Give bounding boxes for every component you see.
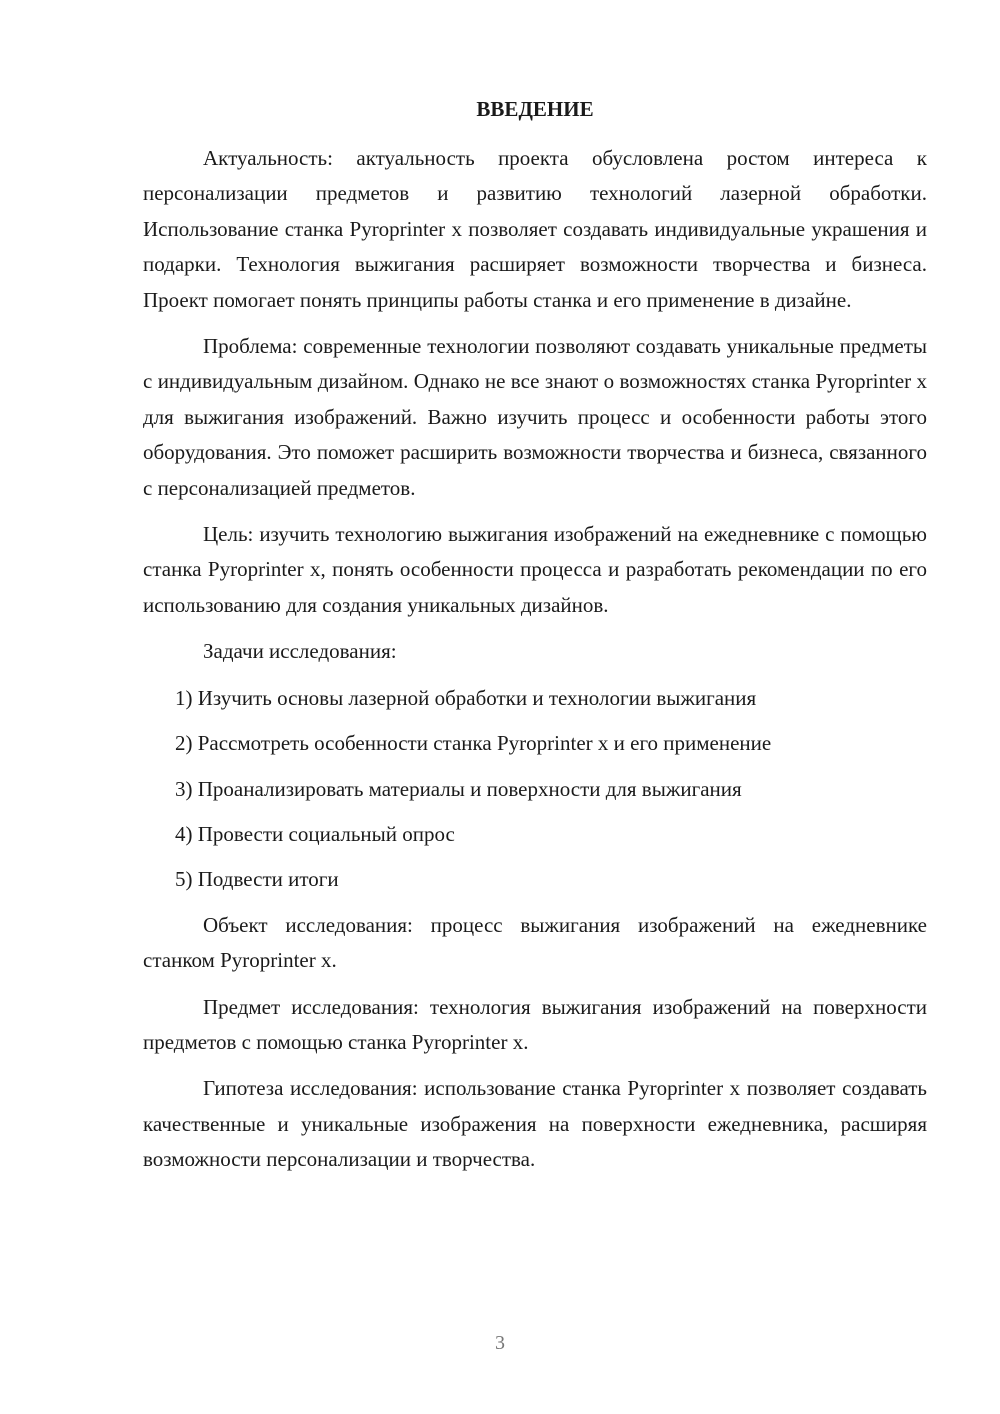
goal-paragraph: Цель: изучить технологию выжигания изображений на ежедневнике с помощью станка Pyroprinter x, понять особенности процесса и разработать рекомендации по его использованию для создания уникальных дизайнов.	[143, 522, 927, 617]
problem-paragraph: Проблема: современные технологии позволяют создавать уникальные предметы с индивидуальным дизайном. Однако не все знают о возможностях станка Pyroprinter x для выжигания изображений. Важно изучить процесс и особенности работы этого оборудования. Это поможет расширить возможности творчества и бизнеса, связанного с персонализацией предметов.	[143, 334, 927, 500]
hypothesis-paragraph: Гипотеза исследования: использование станка Pyroprinter x позволяет создавать качественные и уникальные изображения на поверхности ежедневника, расширяя возможности персонализации и творчества.	[143, 1076, 927, 1172]
list-item: 3) Проанализировать материалы и поверхности для выжигания	[175, 776, 742, 801]
document-page	[143, 92, 927, 1189]
relevance-paragraph: Актуальность: актуальность проекта обусловлена ростом интереса к персонализации предметов и развитию технологий лазерной обработки. Использование станка Pyroprinter x позволяет создавать индивидуальные украшения и подарки. Технология выжигания расширяет возможности творчества и бизнеса. Проект помогает понять принципы работы станка и его применение в дизайне.	[143, 146, 927, 312]
object-paragraph: Объект исследования: процесс выжигания изображений на ежедневнике станком Pyroprinter x.	[143, 912, 927, 973]
subject-paragraph: Предмет исследования: технология выжигания изображений на поверхности предметов с помощью станка Pyroprinter x.	[143, 994, 927, 1054]
page-number: 3	[495, 1332, 505, 1354]
tasks-title: Задачи исследования:	[203, 639, 397, 664]
list-item: 5) Подвести итоги	[175, 867, 339, 892]
section-heading: ВВЕДЕНИЕ	[476, 97, 594, 121]
list-item: 4) Провести социальный опрос	[175, 821, 455, 846]
list-item: 1) Изучить основы лазерной обработки и технологии выжигания	[175, 685, 757, 710]
list-item: 2) Рассмотреть особенности станка Pyroprinter x и его применение	[175, 731, 772, 756]
tasks-list	[143, 681, 927, 898]
